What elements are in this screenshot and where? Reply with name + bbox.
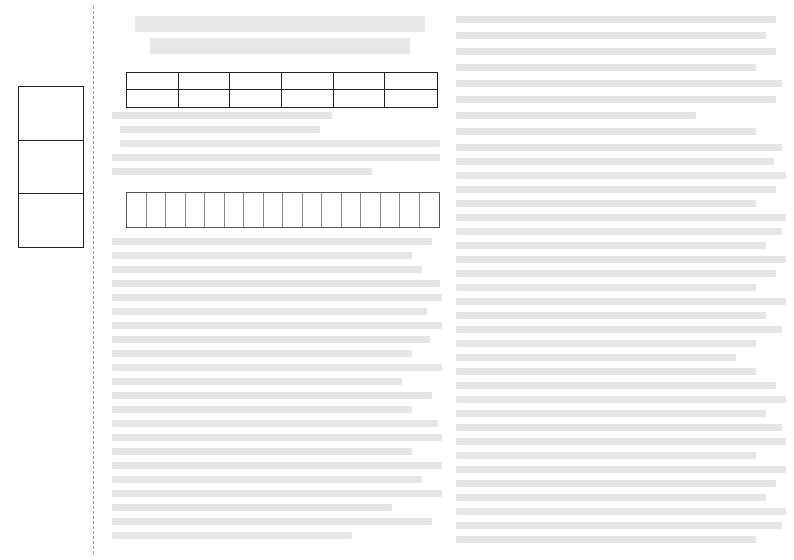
text-line [456, 354, 736, 361]
text-line [456, 256, 786, 263]
text-line [112, 294, 442, 301]
text-line [120, 140, 440, 147]
text-line [112, 364, 442, 371]
text-line [456, 64, 756, 71]
text-line [456, 80, 782, 87]
info-row-divider [19, 193, 83, 194]
text-line [112, 154, 440, 161]
copy-writing-grid [126, 192, 440, 228]
text-line [112, 392, 432, 399]
text-line [456, 32, 766, 39]
grid-cell [147, 193, 167, 227]
binding-strip [6, 6, 96, 554]
text-line [456, 242, 766, 249]
grid-cell [322, 193, 342, 227]
score-cell [334, 73, 386, 90]
grid-cell [361, 193, 381, 227]
text-line [112, 308, 427, 315]
text-line [112, 518, 432, 525]
score-table [126, 72, 438, 108]
text-line [456, 340, 756, 347]
grid-cell [166, 193, 186, 227]
grid-cell [186, 193, 206, 227]
grid-cell [264, 193, 284, 227]
right-column [456, 6, 786, 554]
text-line [456, 270, 776, 277]
text-line [456, 298, 786, 305]
text-line [456, 522, 782, 529]
score-cell [230, 90, 282, 107]
grid-cell [400, 193, 420, 227]
text-line [112, 252, 412, 259]
text-line [112, 336, 430, 343]
text-line [112, 476, 422, 483]
text-line [112, 238, 432, 245]
text-line [112, 168, 372, 175]
text-line [456, 382, 776, 389]
grid-cell [225, 193, 245, 227]
exam-subtitle-line [150, 38, 410, 54]
text-line [456, 508, 786, 515]
score-cell [230, 73, 282, 90]
text-line [456, 424, 782, 431]
text-line [112, 280, 440, 287]
text-line [456, 494, 766, 501]
text-line [456, 200, 756, 207]
grid-cell [244, 193, 264, 227]
grid-cell [127, 193, 147, 227]
text-line [112, 434, 442, 441]
text-line [456, 128, 756, 135]
text-line [112, 406, 412, 413]
grid-cell [283, 193, 303, 227]
text-line [456, 452, 756, 459]
text-line [112, 266, 422, 273]
grid-cell [420, 193, 440, 227]
text-line [456, 284, 756, 291]
score-cell [385, 73, 437, 90]
text-line [456, 410, 766, 417]
text-line [456, 112, 696, 119]
student-info-box [18, 86, 84, 248]
score-cell [179, 90, 231, 107]
text-line [456, 144, 782, 151]
text-line [456, 228, 782, 235]
text-line [456, 16, 776, 23]
text-line [456, 536, 756, 543]
text-line [112, 532, 352, 539]
text-line [456, 438, 786, 445]
score-cell [127, 90, 179, 107]
score-cell [127, 73, 179, 90]
text-line [456, 186, 776, 193]
fold-line [93, 6, 94, 554]
info-row-divider [19, 140, 83, 141]
text-line [112, 448, 412, 455]
text-line [456, 396, 786, 403]
grid-cell [342, 193, 362, 227]
text-line [112, 322, 442, 329]
text-line [456, 480, 776, 487]
score-cell [334, 90, 386, 107]
score-cell [282, 73, 334, 90]
text-line [456, 214, 786, 221]
text-line [112, 378, 402, 385]
text-line [456, 172, 786, 179]
text-line [112, 490, 442, 497]
text-line [456, 158, 774, 165]
text-line [112, 112, 332, 119]
grid-cell [303, 193, 323, 227]
text-line [112, 350, 412, 357]
text-line [120, 126, 320, 133]
text-line [456, 48, 776, 55]
exam-title-line [135, 16, 425, 32]
text-line [456, 312, 766, 319]
text-line [456, 368, 756, 375]
text-line [112, 504, 392, 511]
left-column [112, 6, 448, 554]
text-line [456, 466, 786, 473]
score-cell [282, 90, 334, 107]
score-cell [179, 73, 231, 90]
grid-cell [381, 193, 401, 227]
text-line [112, 420, 438, 427]
text-line [456, 96, 776, 103]
grid-cell [205, 193, 225, 227]
score-cell [385, 90, 437, 107]
text-line [112, 462, 442, 469]
text-line [456, 326, 782, 333]
